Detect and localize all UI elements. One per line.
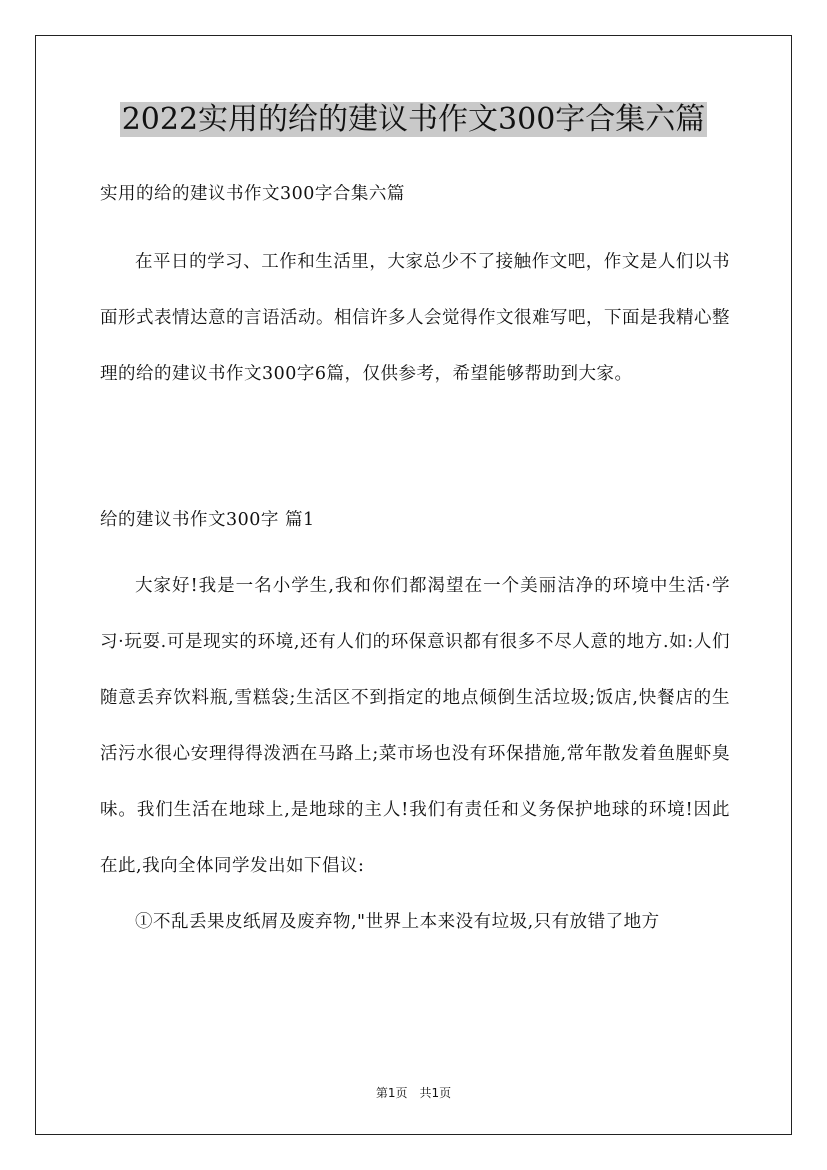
section-body bbox=[100, 558, 730, 950]
page-total: 共1页 bbox=[419, 1086, 452, 1100]
document-title bbox=[0, 98, 827, 142]
document-subtitle: 实用的给的建议书作文300字合集六篇 bbox=[100, 184, 405, 204]
document-title-text: 2022实用的给的建议书作文300字合集六篇 bbox=[121, 102, 706, 137]
body-paragraph: 大家好!我是一名小学生,我和你们都渴望在一个美丽洁净的环境中生活·学习·玩耍.可是现实的环境,还有人们的环保意识都有很多不尽人意的地方.如:人们随意丢弃饮料瓶,雪糕袋;生活区不到指定的地点倾倒生活垃圾;饭店,快餐店的生活污水很心安理得得泼洒在马路上;菜市场也没有环保措施,常年散发着鱼腥虾臭味。我们生活在地球上,是地球的主人!我们有责任和义务保护地球的环境!因此在此,我向全体同学发出如下倡议: bbox=[100, 576, 730, 876]
page-number: 第1页 bbox=[375, 1086, 408, 1100]
page-footer bbox=[0, 1085, 827, 1101]
section-heading: 给的建议书作文300字 篇1 bbox=[100, 510, 315, 530]
intro-paragraph: 在平日的学习、工作和生活里，大家总少不了接触作文吧，作文是人们以书面形式表情达意的言语活动。相信许多人会觉得作文很难写吧，下面是我精心整理的给的建议书作文300字6篇，仅供参考，希望能够帮助到大家。 bbox=[100, 252, 730, 384]
body-paragraph: ①不乱丢果皮纸屑及废弃物,"世界上本来没有垃圾,只有放错了地方 bbox=[135, 912, 660, 932]
